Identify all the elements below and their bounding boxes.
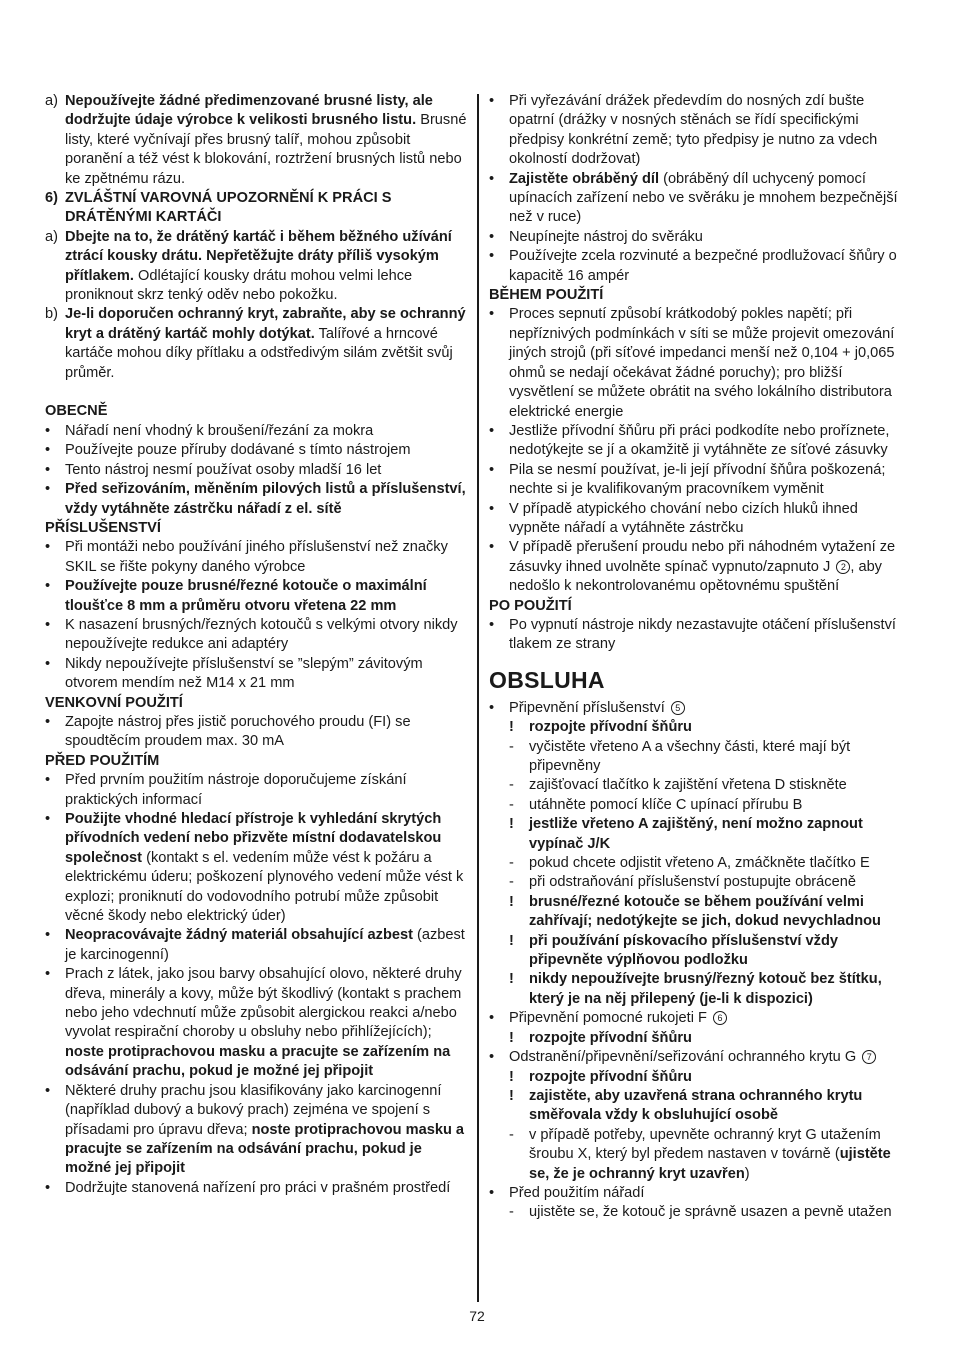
list-item: • Zajistěte obráběný díl (obráběný díl uchycený pomocí upínacích zařízení nebo ve svěráku je mnohem bezpečnější než v ruce) [489,170,898,226]
figure-ref-icon: 5 [671,701,685,715]
list-item: • Jestliže přívodní šňůru při práci podkodíte nebo proříznete, nedotýkejte se jí a okamžitě ji vytáhněte ze síťové zásuvky [489,422,890,459]
list-item: • Neopracovávajte žádný materiál obsahující azbest (azbest je karcinogenní) [45,927,465,963]
figure-ref-icon: 6 [713,1011,727,1025]
list-item: • Odstranění/připevnění/seřizování ochranného krytu G 7 [489,1048,911,1067]
warning-item: ! brusné/řezné kotouče se během používání velmi zahřívají; nedotýkejte se jich, dokud nevychladnou [509,893,881,930]
list-item: • Před prvním použitím nástroje doporučujeme získání praktických informací [45,772,407,808]
warning-item: ! nikdy nepoužívejte brusný/řezný kotouč bez štítku, který je na něj přilepený (je-li k dispozici) [509,971,882,1007]
list-item: • Zapojte nástroj přes jistič poruchového proudu (FI) se spoudtěcím proudem max. 30 mA [45,713,411,750]
list-item: • Použijte vhodné hledací přístroje k vyhledání skrytých přívodních vedení nebo přizvěte místní dodavatelskou společnost (kontakt s el. vedením může vést k požáru a elektrickému úderu; poškození plynového vedení může vést k explozi; proniknutí do vodovodního potrubí může způsobit věcné škody nebo elektrický úder) [45,811,464,925]
section-heading: PO POUŽITÍ [489,597,572,614]
figure-ref-icon: 7 [862,1050,876,1064]
list-item: • Při montáži nebo používání jiného příslušenství než značky SKIL se řište pokyny daného výrobce [45,539,448,575]
step-item: - zajišťovací tlačítko k zajištění vřetena D stiskněte [509,777,847,794]
list-item: • Používejte zcela rozvinuté a bezpečné prodlužovací šňůry o kapacitě 16 ampér [489,248,897,284]
section-heading: VENKOVNÍ POUŽITÍ [45,694,183,711]
list-item: • Připevnění pomocné rukojeti F 6 [489,1009,911,1028]
list-item: • Tento nástroj nesmí používat osoby mladší 16 let [45,461,382,478]
list-item: • Používejte pouze brusné/řezné kotouče o maximální tloušťce 8 mm a průměru otvoru vřetena 22 mm [45,578,427,614]
list-item: b) Je-li doporučen ochranný kryt, zabraňte, aby se ochranný kryt a drátěný kartáč mohly dotýkat. Talířové a hrncové kartáče mohou díky přítlaku a odstředivým silám zvětšit svůj průměr. [45,306,466,381]
section-heading: PŘED POUŽITÍM [45,752,160,769]
step-item: - vyčistěte vřeteno A a všechny části, které mají být připevněny [509,738,851,774]
column-divider [477,94,479,1302]
warning-item: ! rozpojte přívodní šňůru [509,1068,692,1085]
step-item: - v případě potřeby, upevněte ochranný kryt G utažením šroubu X, který byl předem nastaven v továrně (ujistěte se, že je ochranný kryt uzavřen) [509,1126,891,1182]
list-item: • Při vyřezávání drážek předevdím do nosných zdí bušte opatrní (drážky v nosných stěnách se řídí specifickými předpisy konkrétní země; tyto předpisy je nutno za vdech okolností dodržovat) [489,93,878,168]
warning-item: ! zajistěte, aby uzavřená strana ochranného krytu směřovala vždy k obsluhující osobě [509,1087,863,1124]
list-item: • Nikdy nepoužívejte příslušenství se ”slepým” závitovým otvorem mendím než M14 x 21 mm [45,655,423,692]
list-item: a) Nepoužívejte žádné předimenzované brusné listy, ale dodržujte údaje výrobce k velikosti brusného listu. Brusné listy, které vyčnívají přes brusný talíř, mohou způsobit poranění a též vést k blokování, roztržení brusných listů nebo ke zpětnému rázu. [45,93,467,187]
step-item: - utáhněte pomocí klíče C upínací přírubu B [509,796,803,813]
list-item: • Před seřizováním, měněním pilových listů a příslušenství, vždy vytáhněte zástrčku nářadí z el. sítě [45,481,466,517]
warning-item: ! jestliže vřeteno A zajištěný, není možno zapnout vypínač J/K [509,816,863,852]
list-item: • K nasazení brusných/řezných kotoučů s velkými otvory nikdy nepoužívejte redukce ani adaptéry [45,616,458,653]
warning-item: ! při používání pískovacího příslušenství vždy připevněte výplňovou podložku [509,932,838,969]
list-item: • Nářadí není vhodný k broušení/řezání za mokra [45,422,374,439]
step-item: - při odstraňování příslušenství postupujte obráceně [509,874,856,891]
left-column [45,92,469,1198]
section-heading: PŘÍSLUŠENSTVÍ [45,519,161,536]
warning-item: ! rozpojte přívodní šňůru [509,1029,692,1046]
list-item: • Pila se nesmí používat, je-li její přívodní šňůra poškozená; nechte si je kvalifikovaným pracovníkem vyměnit [489,461,886,498]
right-column [489,92,911,1223]
step-item: - pokud chcete odjistit vřeteno A, zmáčkněte tlačítko E [509,855,870,872]
step-item: - ujistěte se, že kotouč je správně usazen a pevně utažen [509,1204,892,1221]
list-item: • Neupínejte nástroj do svěráku [489,228,703,245]
list-item: • Používejte pouze příruby dodávané s tímto nástrojem [45,442,411,459]
list-item: • Připevnění příslušenství 5 [489,699,911,718]
list-item: • V případě atypického chování nebo cizích hluků ihned vypněte nářadí a vytáhněte zástrčku [489,500,858,536]
list-item: • Před použitím nářadí [489,1184,645,1201]
page-number: 72 [469,1308,485,1324]
list-item: • Proces sepnutí způsobí krátkodobý pokles napětí; při nepříznivých podmínkách v síti se může projevit omezování jiných strojů (při síťové impedanci menší než 0,104 + j0,065 ohmů se nedají očekávat žádné poruchy); pro bližší vysvětlení se můžete obrátit na svého lokálního distributora elektrické energie [489,306,895,420]
section-heading: 6) ZVLÁŠTNÍ VAROVNÁ UPOZORNĚNÍ K PRÁCI S DRÁTĚNÝMI KARTÁČI [45,190,392,226]
list-item: • V případě přerušení proudu nebo při náhodném vytažení ze zásuvky ihned uvolněte spínač vypnuto/zapnuto J 2 , aby nedošlo k nekontrolovanému opětovnému spuštění [489,539,896,595]
figure-ref-icon: 2 [836,560,850,574]
list-item: a) Dbejte na to, že drátěný kartáč i během běžného užívání ztrácí kousky drátu. Nepřetěžujte dráty příliš vysokým přítlakem. Odlétající kousky drátu mohou velmi lehce proniknout skrz tenký oděv nebo pokožku. [45,228,452,304]
warning-item: ! rozpojte přívodní šňůru [509,719,692,736]
list-item: • Některé druhy prachu jsou klasifikovány jako karcinogenní (například dubový a bukový prach) zejména ve spojení s přísadami pro úpravu dřeva; noste protiprachovou masku a pracujte se zařízením na odsávání prachu, pokud je možné jej připojit [45,1082,465,1177]
chapter-title: OBSLUHA [489,666,605,693]
list-item: • Dodržujte stanovená nařízení pro práci v prašném prostředí [45,1179,451,1196]
list-item: • Prach z látek, jako jsou barvy obsahující olovo, některé druhy dřeva, minerály a kovy, může být škodlivý (kontakt s prachem nebo jeho vdechnutí může způsobit alergickou reakci a/nebo vyvolat respirační choroby u obsluhy nebo přihlížejících); noste protiprachovou masku a pracujte se zařízením na odsávání prachu, pokud je možné jej připojit [45,966,462,1080]
list-item: • Po vypnutí nástroje nikdy nezastavujte otáčení příslušenství tlakem ze strany [489,616,896,653]
section-heading: OBECNĚ [45,403,108,420]
section-heading: BĚHEM POUŽITÍ [489,287,604,304]
